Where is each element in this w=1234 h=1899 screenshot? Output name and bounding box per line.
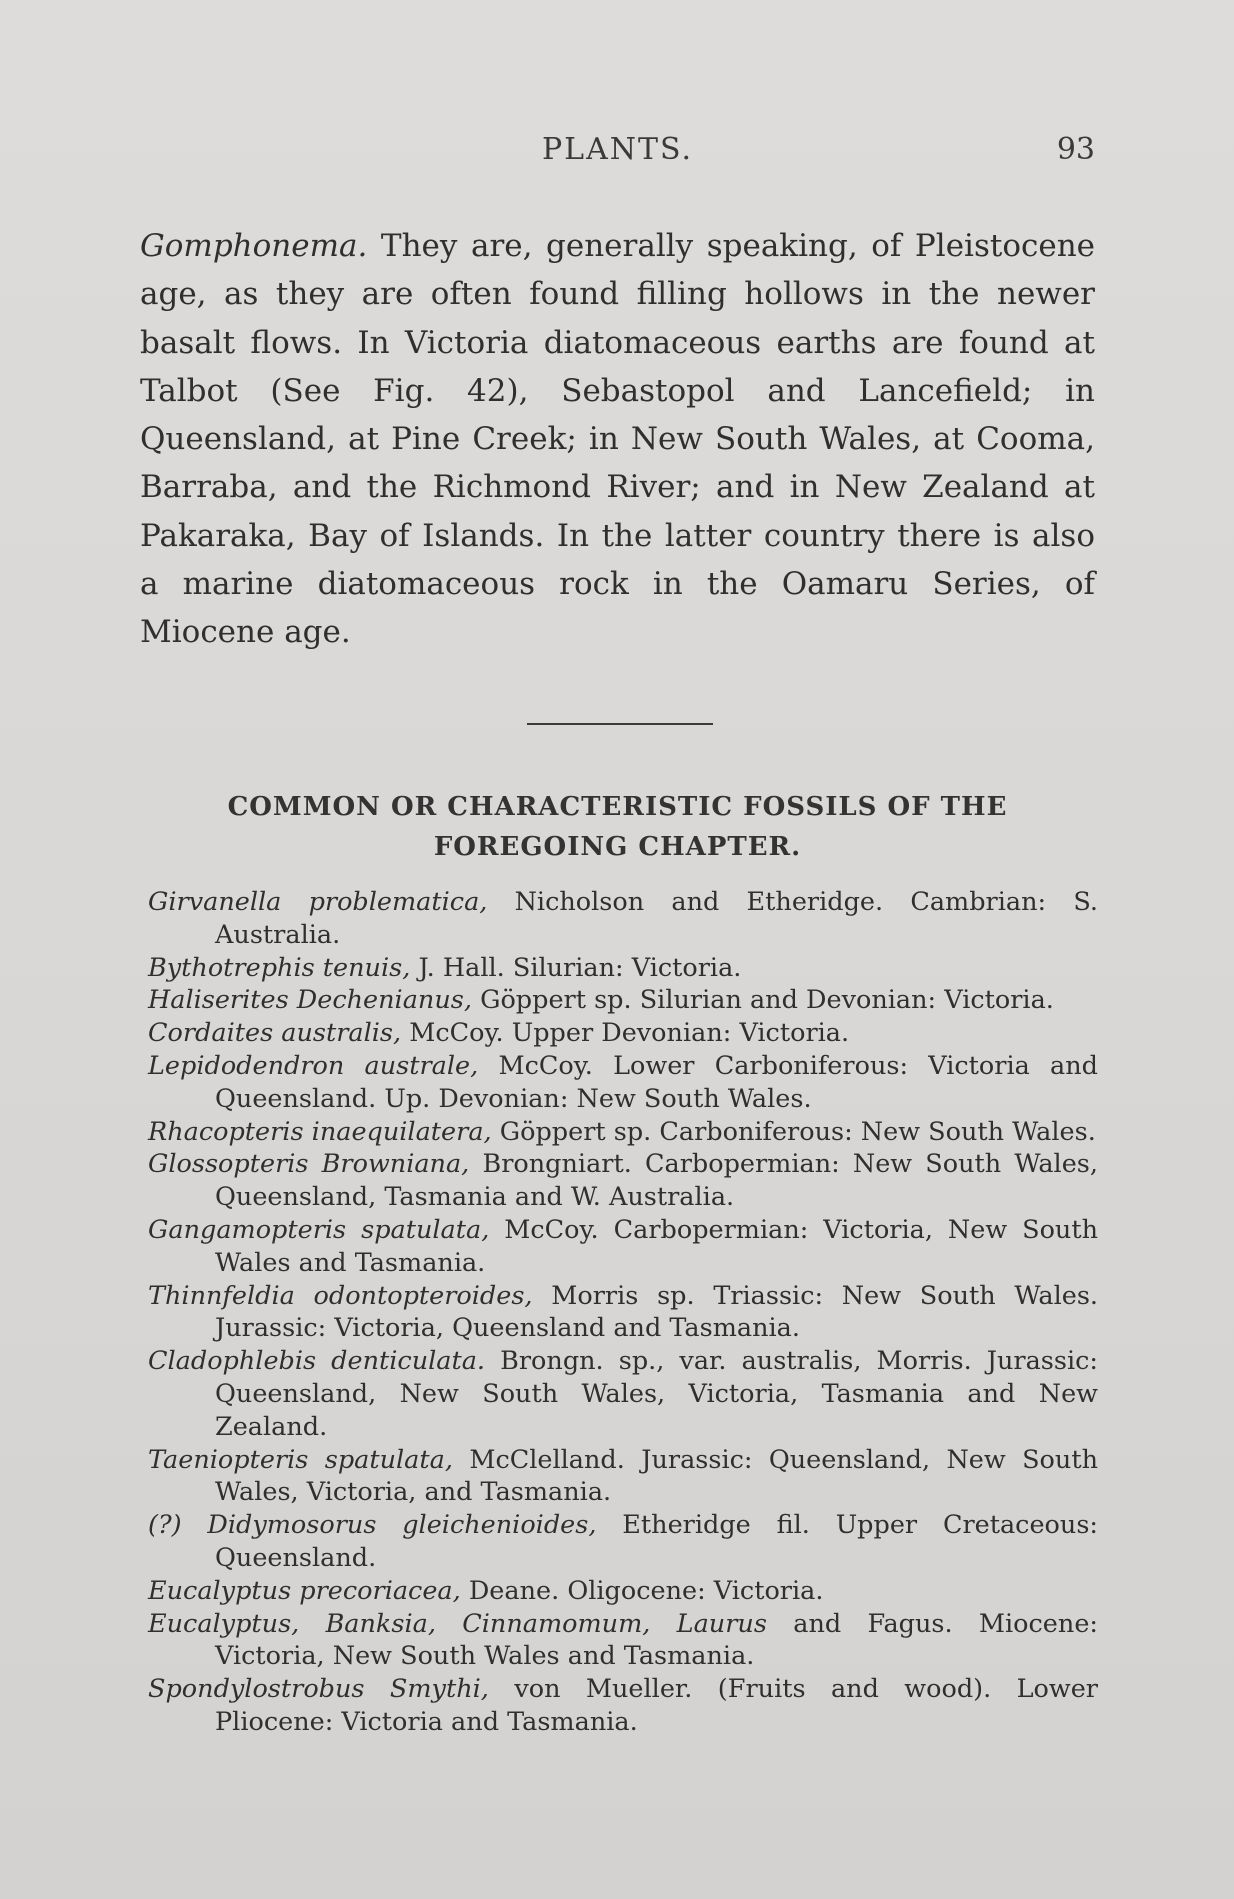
fossil-entry (148, 1148, 1098, 1214)
fossil-details: McCoy. Upper Devonian: Victoria. (409, 1018, 850, 1049)
fossil-entry (148, 1214, 1098, 1280)
fossil-entry (148, 1444, 1098, 1510)
fossil-details: McCoy. Lower Carboniferous: Victoria and Queensland. Up. Devonian: New South Wales. (215, 1050, 1099, 1114)
page-number: 93 (1056, 132, 1095, 167)
fossil-details: von Mueller. (Fruits and wood). Lower Pliocene: Victoria and Tasmania. (215, 1674, 1098, 1737)
running-head (140, 132, 1095, 172)
fossil-name: Bythotrephis tenuis, (148, 952, 411, 983)
fossil-details: Göppert sp. Carboniferous: New South Wales. (499, 1116, 1096, 1147)
fossil-name: Glossopteris Browniana, (148, 1149, 470, 1180)
fossil-name: Rhacopteris inaequilatera, (148, 1116, 492, 1147)
fossil-details: Morris sp. Triassic: New South Wales. Jurassic: Victoria, Queensland and Tasmania. (215, 1280, 1099, 1344)
section-heading (140, 787, 1095, 867)
fossil-entry (148, 984, 1098, 1017)
heading-line-1: COMMON OR CHARACTERISTIC FOSSILS OF THE (227, 792, 1008, 822)
fossil-name: Girvanella problematica, (148, 887, 488, 917)
fossil-entry (148, 1116, 1098, 1149)
fossil-entry (148, 952, 1098, 985)
fossil-entry (148, 1673, 1098, 1739)
fossil-name: Taeniopteris spatulata, (148, 1444, 453, 1475)
body-paragraph (140, 222, 1095, 657)
fossil-details: McCoy. Carbopermian: Victoria, New South Wales and Tasmania. (215, 1214, 1099, 1278)
fossil-details: J. Hall. Silurian: Victoria. (418, 952, 742, 983)
fossil-details: Nicholson and Etheridge. Cambrian: S. Australia. (215, 887, 1098, 950)
fossil-entry (148, 1509, 1098, 1575)
fossil-list (148, 886, 1098, 1739)
fossil-name: Thinnfeldia odontopteroides, (148, 1280, 533, 1311)
fossil-entry (148, 1575, 1098, 1608)
fossil-entry (148, 1345, 1098, 1443)
fossil-name: Eucalyptus, Banksia, Cinnamomum, Laurus (148, 1608, 767, 1639)
heading-line-2: FOREGOING CHAPTER. (433, 832, 802, 862)
paragraph-text: They are, generally speaking, of Pleistocene age, as they are often found filling hollows in the newer basalt flows. In Victoria diatomaceous earths are found at Talbot (See Fig. 42), Sebastopol and Lancefield; in Queensland, at Pine Creek; in New South Wales, at Cooma, Barraba, and the Richmond River; and in New Zealand at Pakaraka, Bay of Islands. In the latter country there is also a marine diatomaceous rock in the Oamaru Series, of Miocene age. (140, 228, 1095, 651)
fossil-name: (?) Didymosorus gleichenioides, (148, 1510, 597, 1541)
fossil-details: Deane. Oligocene: Victoria. (468, 1575, 824, 1606)
fossil-name: Spondylostrobus Smythi, (148, 1674, 489, 1705)
fossil-entry (148, 886, 1098, 952)
fossil-details: McClelland. Jurassic: Queensland, New South Wales, Victoria, and Tasmania. (215, 1444, 1098, 1508)
fossil-entry (148, 1017, 1098, 1050)
fossil-entry (148, 1280, 1098, 1346)
fossil-entry (148, 1608, 1098, 1674)
fossil-name: Haliserites Dechenianus, (148, 985, 472, 1016)
fossil-name: Cordaites australis, (148, 1018, 402, 1049)
fossil-details: and Fagus. Miocene: Victoria, New South Wales and Tasmania. (215, 1608, 1098, 1672)
fossil-name: Gangamopteris spatulata, (148, 1214, 490, 1245)
fossil-name: Lepidodendron australe, (148, 1050, 479, 1081)
fossil-name: Cladophlebis denticulata. (148, 1346, 486, 1377)
genus-name: Gomphonema. (140, 228, 368, 264)
fossil-details: Brongniart. Carbopermian: New South Wales, Queensland, Tasmania and W. Australia. (215, 1149, 1098, 1213)
fossil-details: Etheridge fil. Upper Cretaceous: Queensland. (215, 1510, 1099, 1573)
fossil-entry (148, 1050, 1098, 1116)
fossil-name: Eucalyptus precoriacea, (148, 1575, 461, 1606)
section-divider (527, 723, 713, 725)
fossil-details: Göppert sp. Silurian and Devonian: Victoria. (480, 985, 1054, 1016)
running-title: PLANTS. (541, 132, 694, 167)
fossil-details: Brongn. sp., var. australis, Morris. Jurassic: Queensland, New South Wales, Victoria, Tasmania and New Zealand. (215, 1346, 1099, 1442)
